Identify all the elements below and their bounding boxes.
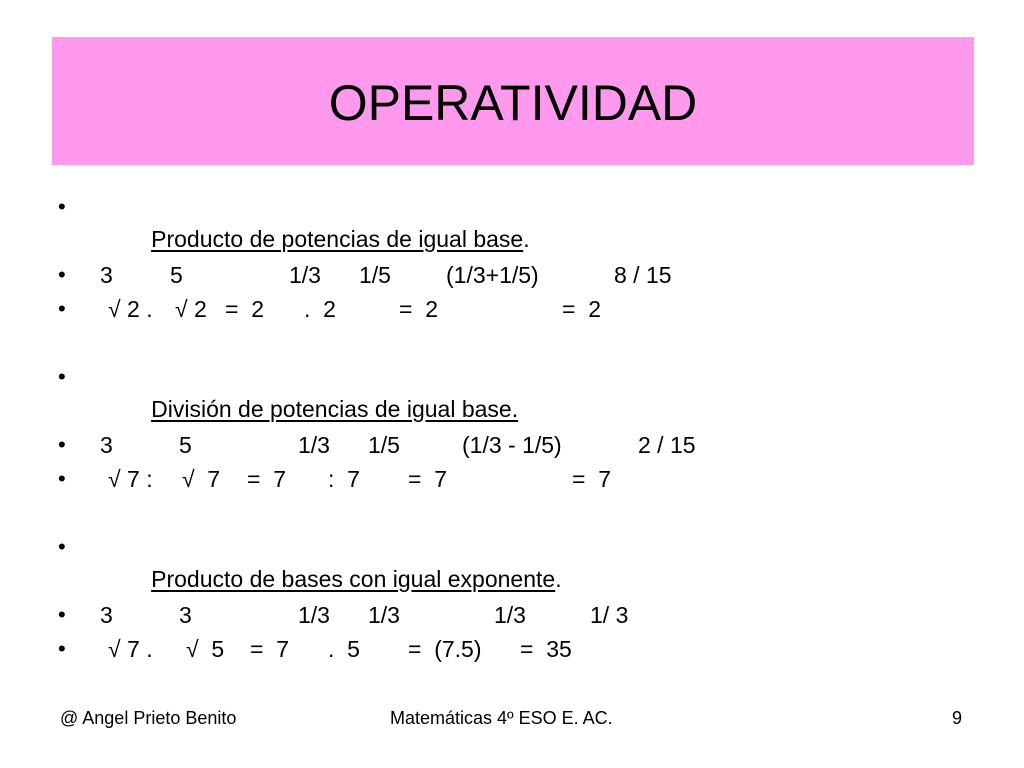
bullet-exponents-division	[58, 429, 696, 461]
bullet-icon: •	[58, 262, 66, 287]
exponent: 1/3	[298, 602, 330, 628]
expression-term: = 7	[408, 466, 448, 492]
expression-term: √ 7 .	[108, 636, 153, 662]
bullet-icon: •	[58, 466, 66, 491]
bullet-icon: •	[58, 194, 66, 219]
expression-term: √ 7 :	[108, 466, 153, 492]
exponent: 1/5	[359, 262, 391, 288]
footer-author: @ Angel Prieto Benito	[60, 708, 237, 728]
slide-title: OPERATIVIDAD	[328, 75, 698, 131]
expression-term: = 2	[225, 296, 265, 322]
bullet-icon: •	[58, 296, 66, 321]
bullet-heading-product	[58, 191, 530, 252]
expression-term: . 2	[304, 296, 336, 322]
exponent: 3	[100, 262, 113, 288]
exponent: 1/3	[494, 602, 526, 628]
expression-term: √ 2	[175, 296, 207, 322]
expression-term: √ 5	[186, 636, 225, 662]
bullet-icon: •	[58, 636, 66, 661]
expression-term: = 35	[520, 636, 572, 662]
exponent: 2 / 15	[638, 432, 696, 458]
exponent: 1/3	[368, 602, 400, 628]
expression-term: = 7	[247, 466, 287, 492]
expression-term: = 7	[250, 636, 290, 662]
bullet-heading-bases	[58, 531, 562, 592]
section-heading: Producto de bases con igual exponente	[151, 566, 556, 592]
heading-tail: .	[555, 566, 562, 592]
exponent: 3	[100, 432, 113, 458]
exponent: 1/3	[289, 262, 321, 288]
expression-term: = (7.5)	[408, 636, 482, 662]
section-heading: Producto de potencias de igual base	[151, 226, 524, 252]
exponent: 3	[100, 602, 113, 628]
exponent: 1/ 3	[590, 602, 629, 628]
expression-term: : 7	[328, 466, 360, 492]
bullet-icon: •	[58, 534, 66, 559]
footer-course: Matemáticas 4º ESO E. AC.	[390, 708, 613, 728]
bullet-icon: •	[58, 602, 66, 627]
bullet-icon: •	[58, 432, 66, 457]
bullet-expression-division	[58, 463, 612, 495]
exponent: 5	[179, 432, 192, 458]
bullet-heading-division	[58, 361, 519, 422]
section-heading: División de potencias de igual base.	[151, 396, 519, 422]
exponent: 1/5	[368, 432, 400, 458]
exponent: 5	[170, 262, 183, 288]
footer-page-number: 9	[952, 708, 963, 728]
exponent: 3	[179, 602, 192, 628]
bullet-icon: •	[58, 364, 66, 389]
bullet-exponents-product	[58, 259, 672, 291]
heading-tail: .	[523, 226, 530, 252]
expression-term: = 2	[562, 296, 602, 322]
bullet-exponents-bases	[58, 599, 629, 631]
expression-term: = 2	[399, 296, 439, 322]
exponent: 8 / 15	[614, 262, 672, 288]
expression-term: √ 7	[182, 466, 221, 492]
exponent: 1/3	[298, 432, 330, 458]
exponent: (1/3+1/5)	[446, 262, 539, 288]
bullet-expression-bases	[58, 633, 572, 665]
bullet-expression-product	[58, 293, 602, 325]
expression-term: = 7	[572, 466, 612, 492]
expression-term: . 5	[328, 636, 360, 662]
exponent: (1/3 - 1/5)	[462, 432, 562, 458]
expression-term: √ 2 .	[108, 296, 153, 322]
